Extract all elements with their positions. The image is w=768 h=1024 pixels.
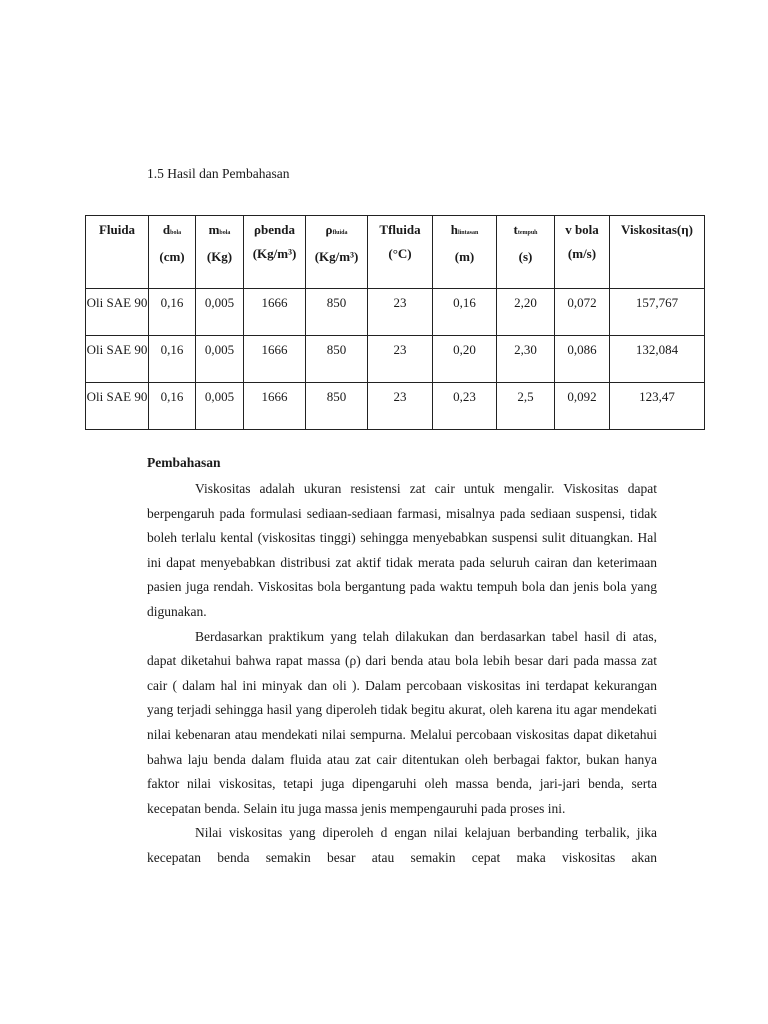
column-header: ρbenda (Kg/m³) — [244, 216, 306, 289]
table-cell: 0,005 — [196, 383, 244, 430]
table-cell: 0,16 — [149, 336, 196, 383]
table-cell: 0,005 — [196, 289, 244, 336]
table-cell: 0,16 — [149, 383, 196, 430]
table-cell: 1666 — [244, 289, 306, 336]
column-header: Viskositas(η) — [610, 216, 705, 289]
discussion-body — [147, 477, 657, 871]
paragraph: Viskositas adalah ukuran resistensi zat cair untuk mengalir. Viskositas dapat berpengaruh pada formulasi sediaan-sediaan farmasi, misalnya pada sediaan suspensi, tidak boleh terlalu kental (viskositas tinggi) sehingga menyebabkan suspensi sulit dituangkan. Hal ini dapat menyebabkan distribusi zat aktif tidak merata pada seluruh cairan dan keterimaan pasien juga rendah. Viskositas bola bergantung pada waktu tempuh bola dan jenis bola yang digunakan. — [147, 481, 657, 619]
table-cell: 132,084 — [610, 336, 705, 383]
table-cell: 0,16 — [149, 289, 196, 336]
table-cell: 2,5 — [497, 383, 555, 430]
table-cell: 1666 — [244, 383, 306, 430]
table-cell: 0,16 — [433, 289, 497, 336]
column-header: ttempuh (s) — [497, 216, 555, 289]
table-cell: 23 — [368, 289, 433, 336]
table-cell: 850 — [306, 336, 368, 383]
table-row — [86, 336, 705, 383]
column-header: Fluida — [86, 216, 149, 289]
column-header: hlintasan (m) — [433, 216, 497, 289]
column-header: dbola (cm) — [149, 216, 196, 289]
column-header: mbola (Kg) — [196, 216, 244, 289]
table-cell: 0,20 — [433, 336, 497, 383]
paragraph: Berdasarkan praktikum yang telah dilakukan dan berdasarkan tabel hasil di atas, dapat diketahui bahwa rapat massa (ρ) dari benda atau bola lebih besar dari pada massa zat cair ( dalam hal ini minyak dan oli ). Dalam percobaan viskositas ini terdapat kekurangan yang terjadi sehingga hasil yang diperoleh tidak begitu akurat, oleh karena itu agar mendekati nilai kebenaran atau mendekati nilai sempurna. Melalui percobaan viskositas dapat diketahui bahwa laju benda dalam fluida atau zat cair ditentukan oleh berbagai faktor, bukan hanya faktor nilai viskositas, tetapi juga dipengaruhi oleh massa benda, jari-jari benda, serta kecepatan benda. Selain itu juga massa jenis mempengauruhi pada proses ini. — [147, 628, 657, 816]
table-cell: 23 — [368, 383, 433, 430]
table-cell: 850 — [306, 383, 368, 430]
table-cell: 0,072 — [555, 289, 610, 336]
table-cell: Oli SAE 90 — [86, 336, 149, 383]
section-title: 1.5 Hasil dan Pembahasan — [147, 166, 290, 181]
table-cell: 850 — [306, 289, 368, 336]
table-cell: 2,30 — [497, 336, 555, 383]
table-cell: 2,20 — [497, 289, 555, 336]
results-table — [85, 215, 705, 430]
table-row — [86, 289, 705, 336]
table-cell: 123,47 — [610, 383, 705, 430]
table-cell: 157,767 — [610, 289, 705, 336]
table-header-row — [86, 216, 705, 289]
column-header: Tfluida (°C) — [368, 216, 433, 289]
table-row — [86, 383, 705, 430]
column-header: ρfluida (Kg/m³) — [306, 216, 368, 289]
table-cell: 0,092 — [555, 383, 610, 430]
table-cell: Oli SAE 90 — [86, 383, 149, 430]
table-cell: 0,23 — [433, 383, 497, 430]
discussion-heading: Pembahasan — [147, 455, 221, 470]
table-cell: 23 — [368, 336, 433, 383]
table-cell: 1666 — [244, 336, 306, 383]
table-body — [86, 289, 705, 430]
table-cell: 0,005 — [196, 336, 244, 383]
column-header: v bola (m/s) — [555, 216, 610, 289]
table-cell: 0,086 — [555, 336, 610, 383]
table-cell: Oli SAE 90 — [86, 289, 149, 336]
paragraph: Nilai viskositas yang diperoleh d engan nilai kelajuan berbanding terbalik, jika kecepatan benda semakin besar atau semakin cepat maka viskositas akan — [147, 825, 657, 865]
